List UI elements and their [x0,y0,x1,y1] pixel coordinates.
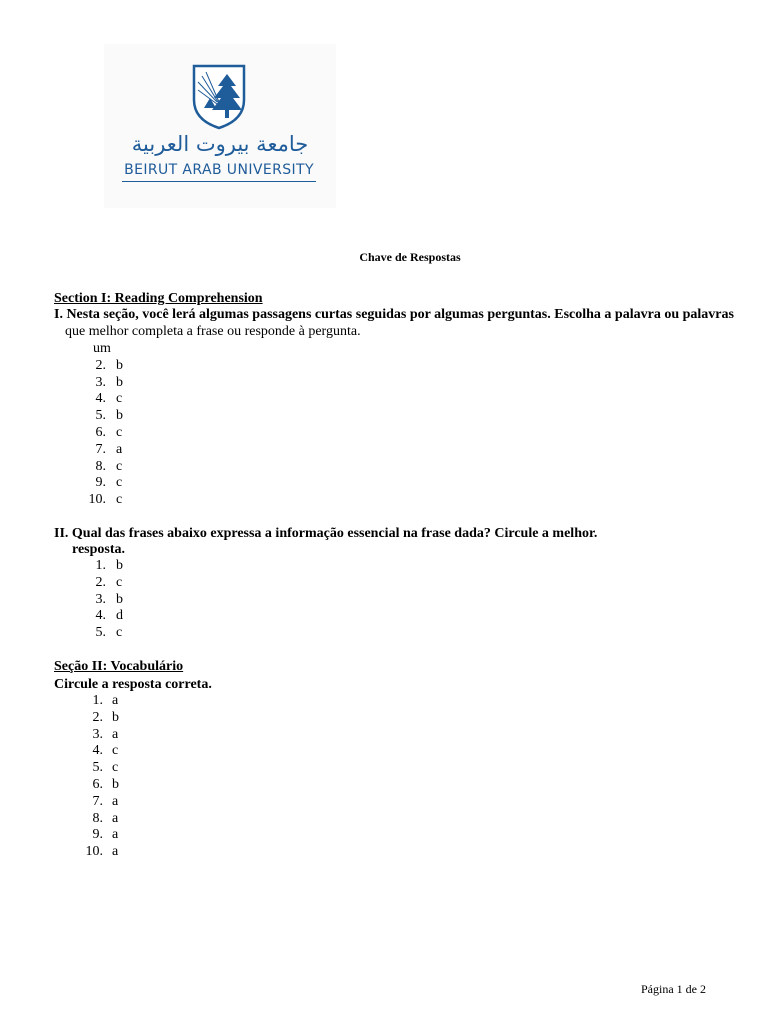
answer-letter: a [112,693,119,708]
answer-letter: c [116,425,123,440]
answer-number: 4. [95,608,106,624]
answer-number: 3. [95,374,106,390]
answer-letter: a [112,726,119,742]
answer-number: 2. [92,709,103,725]
answer-letter: c [116,492,123,508]
answer-number: 7. [95,441,106,457]
answer-number: 10. [85,844,103,860]
answer-number: 2. [95,574,106,590]
answer-letter: b [116,374,123,390]
university-logo [104,44,336,208]
answer-letter: c [112,743,119,759]
answer-number: 5. [95,408,106,424]
answer-number: 6. [95,425,106,440]
answer-letter: b [116,357,123,373]
answer-number: 8. [92,810,103,826]
section2-instruction: Circule a resposta correta. [54,677,212,692]
section2-heading: Seção II: Vocabulário [54,659,184,674]
answer-number: 5. [92,760,103,776]
answer-letter: b [112,709,119,725]
answer-number: 1. [95,558,106,573]
answer-number: um [93,341,111,356]
document-title: Chave de Respostas [359,250,461,264]
answer-letter: c [116,458,123,474]
answer-number: 1. [92,693,103,708]
answer-letter: b [116,408,123,424]
answer-number: 9. [95,475,106,491]
answer-number: 4. [95,391,106,407]
answer-letter: c [116,475,123,491]
part2-instruction-line2: resposta. [72,542,126,557]
answer-letter: c [116,391,123,407]
answer-letter: c [116,574,123,590]
part1-instruction-line1: I. Nesta seção, você lerá algumas passagens curtas seguidas por algumas perguntas. Escolha a palavra ou palavras [54,307,734,322]
answer-letter: b [116,591,123,607]
section1-heading: Section I: Reading Comprehension [54,291,263,306]
answer-number: 3. [92,726,103,742]
page-number: Página 1 de 2 [641,982,706,996]
answer-number: 8. [95,458,106,474]
answer-number: 9. [92,827,103,843]
answer-letter: b [112,777,119,792]
part2-instruction-line1: II. Qual das frases abaixo expressa a informação essencial na frase dada? Circule a melhor. [54,526,598,541]
answer-number: 3. [95,591,106,607]
logo-english-name: BEIRUT ARAB UNIVERSITY [122,162,316,182]
answer-number: 5. [95,625,106,641]
answer-letter: a [112,844,119,860]
answer-letter: d [116,608,123,624]
answer-letter: a [112,827,119,843]
answer-letter: c [116,625,123,641]
answer-letter: a [116,441,123,457]
part1-instruction-line2: que melhor completa a frase ou responde à pergunta. [65,324,361,339]
answer-number: 7. [92,793,103,809]
cedar-shield-icon [190,62,248,130]
answer-letter: b [116,558,123,573]
answer-number: 2. [95,357,106,373]
answer-letter: a [112,810,119,826]
answer-number: 6. [92,777,103,792]
answer-letter: a [112,793,119,809]
answer-number: 10. [88,492,106,508]
answer-number: 4. [92,743,103,759]
logo-arabic-name: جامعة بيروت العربية [131,132,309,156]
answer-letter: c [112,760,119,776]
